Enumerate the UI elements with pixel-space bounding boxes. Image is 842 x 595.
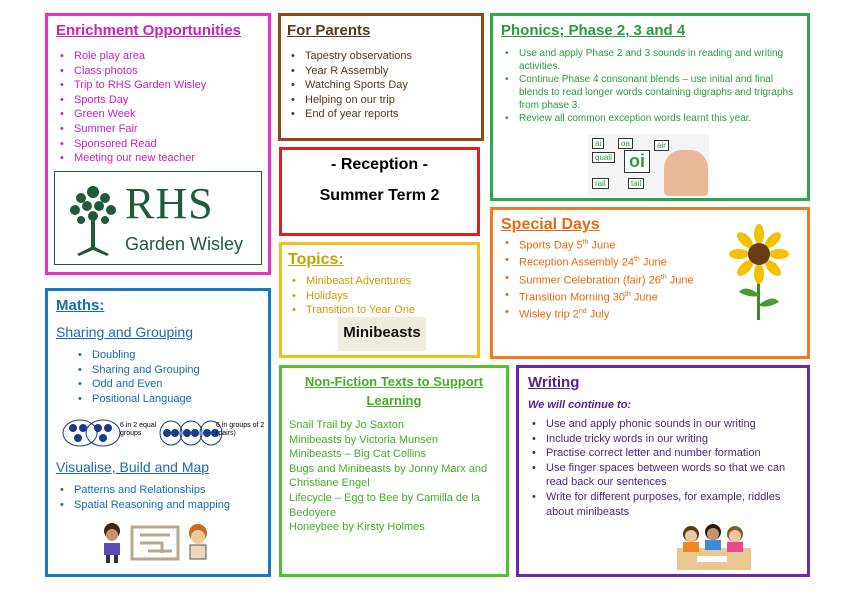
topics-title: Topics:	[288, 251, 344, 268]
list-item: • Use and apply Phase 2 and 3 sounds in reading and writing activities.	[501, 47, 797, 73]
list-item: • Practise correct letter and number formation	[528, 446, 798, 461]
diagram-label-1: 6 in 2 equal groups	[120, 422, 157, 437]
enrichment-title: Enrichment Opportunities	[56, 22, 242, 39]
book-item: Minibeasts – Big Cat Collins	[289, 448, 426, 461]
list-item: • Sports Day	[56, 93, 266, 108]
phonics-list	[501, 47, 797, 125]
parents-box	[278, 13, 484, 141]
phonics-card: oi	[624, 150, 650, 173]
minibeasts-banner	[338, 317, 426, 351]
maths-list1	[56, 348, 266, 406]
reception-box	[279, 147, 480, 236]
book-item: Lifecycle – Egg to Bee by Camilla de la Bedoyere	[289, 491, 480, 519]
list-item: • Use and apply phonic sounds in our writing	[528, 417, 798, 432]
list-item: • Trip to RHS Garden Wisley	[56, 78, 266, 93]
list-item: • Minibeast Adventures	[288, 274, 476, 289]
sunflower-icon	[729, 224, 789, 324]
list-item: • Sponsored Read	[56, 137, 266, 152]
list-item: • Reception Assembly 24th June	[501, 253, 721, 270]
parents-title: For Parents	[287, 22, 371, 39]
reception-line2: Summer Term 2	[319, 187, 440, 204]
topics-box	[279, 242, 480, 358]
writing-box	[516, 365, 810, 577]
list-item: • Holidays	[288, 289, 476, 304]
list-item: • Doubling	[74, 348, 266, 363]
phonics-card: tail	[628, 178, 644, 189]
phonics-photo	[588, 134, 709, 196]
list-item: • Transition to Year One	[288, 303, 476, 318]
list-item: • Year R Assembly	[287, 64, 477, 79]
special-days-list	[501, 236, 721, 322]
list-item: • Continue Phase 4 consonant blends – use initial and final blends to read longer words containing digraphs and trigraphs from phase 3.	[501, 73, 797, 112]
nonfiction-title-line2: Learning	[366, 393, 422, 408]
diagram-label-2: 6 in groups of 2 (pairs)	[216, 422, 265, 437]
list-item: • Watching Sports Day	[287, 78, 477, 93]
list-item: • Sharing and Grouping	[74, 363, 266, 378]
hand-shape	[664, 150, 708, 196]
list-item: • Class photos	[56, 64, 266, 79]
phonics-card: rail	[592, 178, 609, 189]
list-item: • Role play area	[56, 49, 266, 64]
phonics-box	[490, 13, 810, 201]
writing-title: Writing	[528, 374, 580, 391]
nonfiction-title-line1: Non-Fiction Texts to Support	[304, 374, 484, 389]
enrichment-list	[56, 49, 266, 166]
rhs-logo-small: Garden Wisley	[125, 234, 244, 254]
maths-sub1: Sharing and Grouping	[56, 324, 193, 340]
nonfiction-box	[279, 365, 509, 577]
list-item: • Use finger spaces between words so that we can read back our sentences	[528, 461, 798, 490]
children-writing-icon	[677, 518, 751, 570]
list-item: • Review all common exception words learnt this year.	[501, 112, 797, 125]
enrichment-box	[45, 13, 271, 275]
minibeasts-banner-text: Minibeasts	[343, 324, 421, 341]
maths-sub2: Visualise, Build and Map	[56, 459, 210, 475]
book-item: Bugs and Minibeasts by Jonny Marx and Christiane Engel	[289, 462, 488, 490]
maths-box	[45, 288, 271, 577]
list-item: • Meeting our new teacher	[56, 151, 266, 166]
writing-intro: We will continue to:	[528, 399, 632, 411]
reception-line1: - Reception -	[331, 156, 428, 173]
list-item: • Summer Fair	[56, 122, 266, 137]
list-item: • Summer Celebration (fair) 26th June	[501, 271, 721, 288]
parents-list	[287, 49, 477, 122]
list-item: • Patterns and Relationships	[56, 483, 266, 498]
book-item: Honeybee by Kirsty Holmes	[289, 521, 425, 534]
rhs-logo	[54, 171, 262, 265]
maze-clipart-icon	[98, 521, 218, 565]
special-days-title: Special Days	[501, 216, 600, 233]
list-item: • Helping on our trip	[287, 93, 477, 108]
phonics-card: quail	[592, 152, 615, 163]
rhs-logo-big: RHS	[125, 179, 214, 228]
topics-list	[288, 274, 476, 318]
list-item: • Green Week	[56, 107, 266, 122]
list-item: • Include tricky words in our writing	[528, 432, 798, 447]
special-days-box	[490, 207, 810, 359]
phonics-title: Phonics; Phase 2, 3 and 4	[501, 22, 686, 39]
list-item: • Odd and Even	[74, 377, 266, 392]
list-item: • Positional Language	[74, 392, 266, 407]
list-item: • Write for different purposes, for example, riddles about minibeasts	[528, 490, 798, 519]
phonics-card: air	[654, 140, 669, 151]
phonics-card: ai	[592, 138, 604, 149]
list-item: • Wisley trip 2nd July	[501, 305, 721, 322]
tree-icon	[63, 178, 123, 258]
list-item: • Spatial Reasoning and mapping	[56, 498, 266, 513]
list-item: • Sports Day 5th June	[501, 236, 721, 253]
book-item: Snail Trail by Jo Saxton	[289, 419, 404, 431]
list-item: • End of year reports	[287, 107, 477, 122]
book-item: Minibeasts by Victoria Munsen	[289, 433, 438, 446]
writing-list	[528, 417, 798, 519]
phonics-card: oa	[618, 138, 633, 149]
list-item: • Tapestry observations	[287, 49, 477, 64]
maths-list2	[56, 483, 266, 512]
list-item: • Transition Morning 30th June	[501, 288, 721, 305]
maths-title: Maths:	[56, 297, 105, 314]
